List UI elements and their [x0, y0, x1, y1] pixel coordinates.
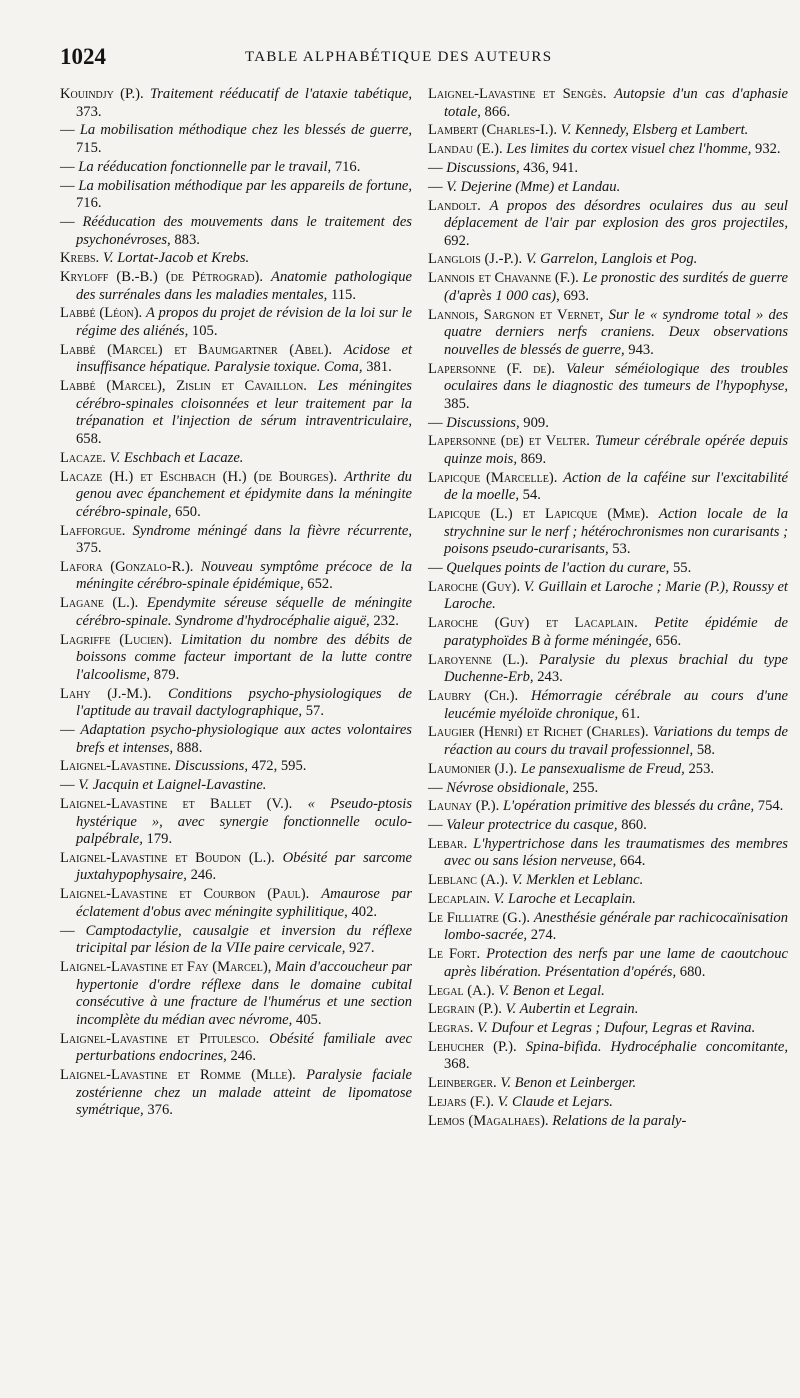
index-entry [428, 160, 788, 178]
index-entry [60, 269, 412, 304]
entry-page-ref: 716. [76, 195, 102, 212]
entry-author: Lambert (Charles-I.). [428, 122, 557, 139]
index-entry [428, 724, 788, 759]
entry-page-ref: 860. [621, 817, 647, 834]
entry-page-ref: 402. [351, 903, 378, 920]
entry-title: Amaurose par éclatement d'obus avec méningite syphilitique, [76, 886, 413, 920]
entry-page-ref: 472, 595. [251, 758, 307, 775]
entry-author: Laroyenne (L.). [428, 651, 529, 668]
entry-author: Lapersonne (de) et Velter. [428, 433, 590, 450]
entry-author: Launay (P.). [428, 798, 500, 815]
index-entry [60, 1031, 412, 1066]
entry-page-ref: 368. [444, 1056, 470, 1073]
entry-title: Syndrome méningé dans la fièvre récurrente, [132, 522, 412, 539]
entry-author: Laumonier (J.). [428, 760, 518, 777]
entry-page-ref: 879. [153, 666, 180, 683]
entry-author: Lafora (Gonzalo-R.). [60, 558, 194, 575]
entry-author: Krebs. [60, 250, 100, 267]
entry-title: V. Guillain et Laroche ; Marie (P.), Roussy et Laroche. [444, 578, 788, 613]
entry-page-ref: 381. [366, 359, 392, 376]
entry-page-ref: 693. [563, 287, 590, 304]
entry-page-ref: 246. [190, 867, 217, 884]
entry-author: — [428, 817, 443, 834]
entry-author: — [60, 158, 75, 175]
index-entry [60, 469, 412, 522]
entry-page-ref: 715. [76, 139, 102, 156]
entry-title: V. Benon et Legal. [498, 982, 605, 999]
entry-page-ref: 932. [755, 141, 781, 158]
index-entry [60, 86, 412, 121]
entry-title: Relations de la paraly- [552, 1112, 687, 1129]
entry-page-ref: 866. [484, 103, 511, 120]
index-entry [428, 560, 788, 578]
entry-title: Valeur protectrice du casque, [446, 817, 618, 834]
entry-author: Lapersonne (F. de). [428, 360, 556, 377]
index-entry [428, 910, 788, 945]
index-entry [60, 722, 412, 757]
entry-author: Laroche (Guy) et Lacaplain. [428, 615, 638, 632]
entry-title: V. Dufour et Legras ; Dufour, Legras et Ravina. [477, 1020, 756, 1037]
entry-author: Labbé (Marcel), Zislin et Cavaillon. [60, 378, 307, 395]
entry-title: A propos des désordres oculaires dus au seul déplacement de l'air par explosion des gros projectiles, [444, 197, 788, 232]
entry-title: La mobilisation méthodique chez les blessés de guerre, [79, 122, 412, 139]
entry-author: Laignel-Lavastine et Ballet (V.). [60, 795, 293, 812]
entry-page-ref: 405. [295, 1011, 322, 1028]
entry-title: Obésité familiale avec perturbations endocrines, [76, 1030, 412, 1065]
entry-author: Kryloff (B.-B.) (de Pétrograd). [60, 269, 263, 286]
entry-author: — [60, 177, 75, 194]
entry-title: V. Jacquin et Laignel-Lavastine. [78, 777, 267, 794]
index-entry [428, 415, 788, 433]
entry-author: Lafforgue. [60, 522, 126, 539]
entry-title: V. Aubertin et Legrain. [505, 1001, 639, 1018]
entry-title: V. Merklen et Leblanc. [511, 872, 644, 889]
index-entry [428, 141, 788, 159]
index-entry [60, 159, 412, 177]
entry-page-ref: 274. [530, 927, 557, 944]
entry-title: V. Eschbach et Lacaze. [109, 449, 244, 466]
index-entry [428, 251, 788, 269]
entry-author: Lapicque (Marcelle). [428, 469, 558, 486]
entry-title: Anatomie pathologique des surrénales dans les maladies mentales, [76, 269, 412, 303]
entry-page-ref: 385. [444, 395, 470, 412]
entry-title: Quelques points de l'action du curare, [446, 560, 670, 577]
entry-title: V. Lortat-Jacob et Krebs. [102, 250, 250, 267]
entry-title: V. Garrelon, Langlois et Pog. [525, 251, 698, 268]
entry-title: Variations du temps de réaction au cours du travail professionnel, [444, 724, 788, 758]
index-entry [60, 632, 412, 685]
entry-author: — [428, 779, 443, 796]
index-entry [428, 86, 788, 121]
entry-page-ref: 232. [373, 612, 399, 629]
entry-title: V. Claude et Lejars. [497, 1094, 613, 1111]
index-entry [428, 1020, 788, 1038]
entry-title: Action de la caféine sur l'excitabilité de la moelle, [444, 469, 788, 504]
entry-title: Conditions psycho-physiologiques de l'aptitude au travail dactylographique, [76, 685, 412, 720]
entry-page-ref: 658. [76, 430, 102, 447]
entry-title: Protection des nerfs par une lame de caoutchouc après libération. Présentation d'opérés, [444, 946, 789, 980]
entry-author: Legrain (P.). [428, 1001, 502, 1018]
entry-page-ref: 115. [330, 286, 356, 303]
index-entry [60, 959, 412, 1029]
entry-title: Névrose obsidionale, [446, 779, 569, 796]
entry-title: Spina-bifida. Hydrocéphalie concomitante, [525, 1038, 788, 1055]
entry-page-ref: 58. [696, 741, 716, 758]
entry-author: Lacaze. [60, 449, 106, 466]
entry-author: — [60, 777, 75, 794]
entry-title: A propos du projet de révision de la loi sur le régime des aliénés, [76, 305, 412, 340]
entry-title: Ependymite séreuse séquelle de méningite cérébro-spinale. Syndrome d'hydrocéphalie aiguë, [76, 595, 412, 629]
index-entry [428, 891, 788, 909]
entry-author: Laignel-Lavastine. [60, 758, 171, 775]
index-entry [60, 122, 412, 157]
entry-title: V. Laroche et Lecaplain. [493, 891, 636, 907]
entry-title: Les méningites cérébro-spinales cloisonnées et leur traitement par la trépanation et l'injection de sérum intraventriculaire, [76, 378, 412, 430]
entry-title: La rééducation fonctionnelle par le travail, [78, 158, 332, 175]
entry-author: Landolt. [428, 197, 481, 214]
index-entry [428, 122, 788, 140]
entry-author: Lejars (F.). [428, 1094, 494, 1111]
entry-page-ref: 888. [176, 739, 203, 756]
entry-author: Laignel-Lavastine et Fay (Marcel), [60, 959, 272, 975]
entry-page-ref: 927. [349, 940, 375, 957]
entry-page-ref: 692. [444, 232, 470, 249]
entry-title: Discussions, [174, 758, 249, 775]
page-number: 1024 [60, 44, 106, 69]
entry-title: Autopsie d'un cas d'aphasie totale, [444, 86, 788, 120]
entry-title: Le pansexualisme de Freud, [520, 760, 685, 777]
entry-author: — [60, 122, 75, 139]
entry-author: Lemos (Magalhaes). [428, 1112, 549, 1129]
entry-author: Laignel-Lavastine et Courbon (Paul). [60, 886, 310, 903]
entry-page-ref: 436, 941. [523, 159, 579, 176]
entry-page-ref: 54. [522, 487, 541, 504]
entry-author: Le Fort. [428, 946, 481, 963]
entry-title: Action locale de la strychnine sur le nerf ; hétérochronismes non curarisants ; poisons pseudo-curarisants, [444, 506, 789, 558]
index-entry [428, 761, 788, 779]
index-entry [428, 688, 788, 723]
entry-author: Langlois (J.-P.). [428, 251, 523, 268]
entry-author: — [428, 159, 443, 176]
entry-author: Labbé (Marcel) et Baumgartner (Abel). [60, 341, 333, 358]
index-entry [428, 946, 788, 981]
index-entry [60, 450, 412, 468]
index-entry [428, 307, 788, 360]
index-entry [428, 198, 788, 251]
entry-author: Leinberger. [428, 1075, 497, 1092]
entry-author: — [428, 560, 443, 577]
entry-author: Lebar. [428, 835, 468, 852]
index-entry [428, 361, 788, 414]
entry-author: Kouindjy (P.). [60, 86, 144, 102]
entry-title: Valeur séméiologique des troubles oculaires dans le diagnostic des tumeurs de l'hypophyse, [444, 360, 789, 395]
index-entry [60, 523, 412, 558]
entry-author: — [60, 213, 75, 230]
entry-title: Limitation du nombre des débits de boissons comme facteur important de la lutte contre l'alcoolisme, [76, 631, 412, 683]
index-entry [60, 342, 412, 377]
index-entry [60, 1067, 412, 1120]
entry-title: Nouveau symptôme précoce de la méningite cérébro-spinale épidémique, [76, 558, 413, 593]
entry-page-ref: 253. [688, 760, 715, 777]
index-entry [428, 615, 788, 650]
entry-title: La mobilisation méthodique par les appareils de fortune, [78, 177, 413, 194]
entry-page-ref: 55. [672, 560, 692, 577]
index-entry [428, 836, 788, 871]
entry-page-ref: 943. [628, 341, 654, 358]
entry-title: V. Kennedy, Elsberg et Lambert. [560, 122, 749, 139]
entry-title: Camptodactylie, causalgie et inversion du réflexe tricipital par lésion de la VIIe paire cervicale, [76, 922, 412, 957]
entry-page-ref: 869. [520, 450, 547, 467]
index-entry [428, 1039, 788, 1074]
entry-author: Laugier (Henri) et Richet (Charles). [428, 724, 649, 741]
entry-page-ref: 373. [76, 103, 102, 120]
entry-author: Lahy (J.-M.). [60, 685, 152, 702]
entry-author: Lannois, Sargnon et Vernet, [428, 306, 604, 323]
index-entry [428, 470, 788, 505]
index-entry [60, 886, 412, 921]
entry-author: — [60, 922, 75, 939]
entry-author: Laignel-Lavastine et Boudon (L.). [60, 849, 275, 866]
entry-page-ref: 716. [334, 158, 361, 175]
entry-author: Lagane (L.). [60, 595, 139, 612]
entry-title: Le pronostic des surdités de guerre (d'après 1 000 cas), [444, 270, 788, 304]
index-entry [428, 817, 788, 835]
entry-author: Laubry (Ch.). [428, 687, 519, 704]
entry-title: Sur le « syndrome total » des quatre derniers nerfs craniens. Deux observations nouvelles de blessés de guerre, [444, 306, 788, 358]
entry-title: V. Dejerine (Mme) et Landau. [446, 178, 621, 195]
entry-title: Arthrite du genou avec épanchement et épidymite dans la méningite cérébro-spinale, [76, 468, 412, 520]
index-entry [60, 378, 412, 448]
entry-title: Acidose et insuffisance hépatique. Paralysie toxique. Coma, [76, 341, 412, 376]
index-entry [428, 798, 788, 816]
entry-title: Obésité par sarcome juxtahypophysaire, [76, 849, 412, 884]
entry-page-ref: 909. [523, 414, 549, 431]
index-entry [428, 270, 788, 305]
entry-title: V. Benon et Leinberger. [500, 1075, 637, 1092]
index-entry [60, 686, 412, 721]
entry-author: Lapicque (L.) et Lapicque (Mme). [428, 506, 649, 523]
entry-author: Laroche (Guy). [428, 578, 521, 595]
entry-page-ref: 650. [175, 503, 201, 520]
entry-title: Adaptation psycho-physiologique aux actes volontaires brefs et intenses, [76, 721, 412, 756]
index-entry [60, 559, 412, 594]
entry-title: Anesthésie générale par rachicocaïnisation lombo-sacrée, [444, 909, 788, 944]
entry-page-ref: 61. [621, 705, 641, 722]
entry-author: — [428, 414, 443, 431]
entry-author: Labbé (Léon). [60, 305, 143, 322]
entry-page-ref: 883. [174, 231, 200, 248]
entry-page-ref: 246. [230, 1048, 256, 1065]
entry-page-ref: 255. [572, 779, 599, 796]
entry-author: Landau (E.). [428, 141, 503, 158]
entry-page-ref: 179. [146, 831, 173, 848]
entry-author: — [60, 721, 75, 738]
entry-title: Paralysie du plexus brachial du type Duchenne-Erb, [444, 651, 789, 686]
entry-author: Laignel-Lavastine et Sengès. [428, 86, 607, 102]
entry-page-ref: 664. [619, 853, 646, 870]
entry-title: Discussions, [446, 414, 520, 431]
entry-title: L'hypertrichose dans les traumatismes des membres avec ou sans lésion nerveuse, [444, 835, 788, 870]
entry-page-ref: 680. [679, 963, 706, 980]
index-entry [60, 250, 412, 268]
entry-author: — [428, 178, 443, 195]
entry-author: Legras. [428, 1020, 474, 1037]
entry-title: Tumeur cérébrale opérée depuis quinze mois, [444, 433, 788, 467]
index-entry [60, 796, 412, 849]
index-entry [428, 1094, 788, 1112]
entry-title: Main d'accoucheur par hypertonie d'ordre réflexe dans le domaine cubital consécutive à une fracture de l'humérus et une section incomplète du médian avec névrome, [76, 959, 412, 1028]
index-entry [60, 305, 412, 340]
entry-author: Lehucher (P.). [428, 1038, 517, 1055]
index-entry [428, 579, 788, 614]
entry-author: Laignel-Lavastine et Romme (Mlle). [60, 1066, 296, 1083]
index-entry [428, 872, 788, 890]
index-column-right [428, 86, 788, 1132]
entry-author: Laignel-Lavastine et Pitulesco. [60, 1030, 260, 1047]
entry-author: Leblanc (A.). [428, 872, 509, 889]
entry-title: L'opération primitive des blessés du crâne, [502, 798, 755, 815]
index-entry [428, 780, 788, 798]
index-entry [428, 652, 788, 687]
index-entry [428, 1113, 788, 1131]
entry-page-ref: 243. [537, 669, 563, 686]
entry-page-ref: 754. [757, 798, 784, 815]
entry-title: « Pseudo-ptosis hystérique », avec synergie fonctionnelle oculo-palpébrale, [76, 795, 412, 848]
index-entry [428, 506, 788, 559]
entry-title: Traitement rééducatif de l'ataxie tabétique, [149, 86, 412, 102]
index-entry [428, 1001, 788, 1019]
entry-page-ref: 376. [147, 1102, 173, 1119]
entry-title: Paralysie faciale zostérienne chez un malade atteint de lipomatose symétrique, [76, 1066, 412, 1119]
index-entry [428, 179, 788, 197]
entry-page-ref: 656. [655, 632, 682, 649]
index-column-left [60, 86, 412, 1121]
index-entry [428, 983, 788, 1001]
entry-title: Rééducation des mouvements dans le traitement des psychonévroses, [76, 213, 412, 248]
page-header [60, 44, 786, 74]
entry-page-ref: 652. [307, 576, 333, 593]
index-entry [60, 923, 412, 958]
index-entry [60, 758, 412, 776]
entry-author: Lannois et Chavanne (F.). [428, 270, 579, 287]
entry-author: Legal (A.). [428, 982, 495, 999]
entry-author: Lacaze (H.) et Eschbach (H.) (de Bourges). [60, 468, 338, 485]
index-entry [60, 214, 412, 249]
index-entry [60, 777, 412, 795]
entry-title: Petite épidémie de paratyphoïdes B à forme méningée, [444, 615, 789, 649]
entry-page-ref: 53. [612, 541, 631, 558]
index-entry [428, 433, 788, 468]
entry-title: Les limites du cortex visuel chez l'homme, [506, 141, 752, 158]
entry-author: Lagriffe (Lucien). [60, 631, 173, 648]
entry-title: Discussions, [446, 159, 520, 176]
entry-page-ref: 57. [305, 703, 324, 720]
index-entry [428, 1075, 788, 1093]
entry-page-ref: 105. [191, 323, 218, 340]
running-title: TABLE ALPHABÉTIQUE DES AUTEURS [245, 49, 553, 65]
entry-page-ref: 375. [76, 540, 102, 557]
entry-author: Lecaplain. [428, 891, 491, 907]
index-entry [60, 178, 412, 213]
index-entry [60, 595, 412, 630]
entry-author: Le Filliatre (G.). [428, 909, 530, 926]
entry-title: Hémorragie cérébrale au cours d'une leucémie myéloïde chronique, [444, 687, 788, 722]
index-entry [60, 850, 412, 885]
